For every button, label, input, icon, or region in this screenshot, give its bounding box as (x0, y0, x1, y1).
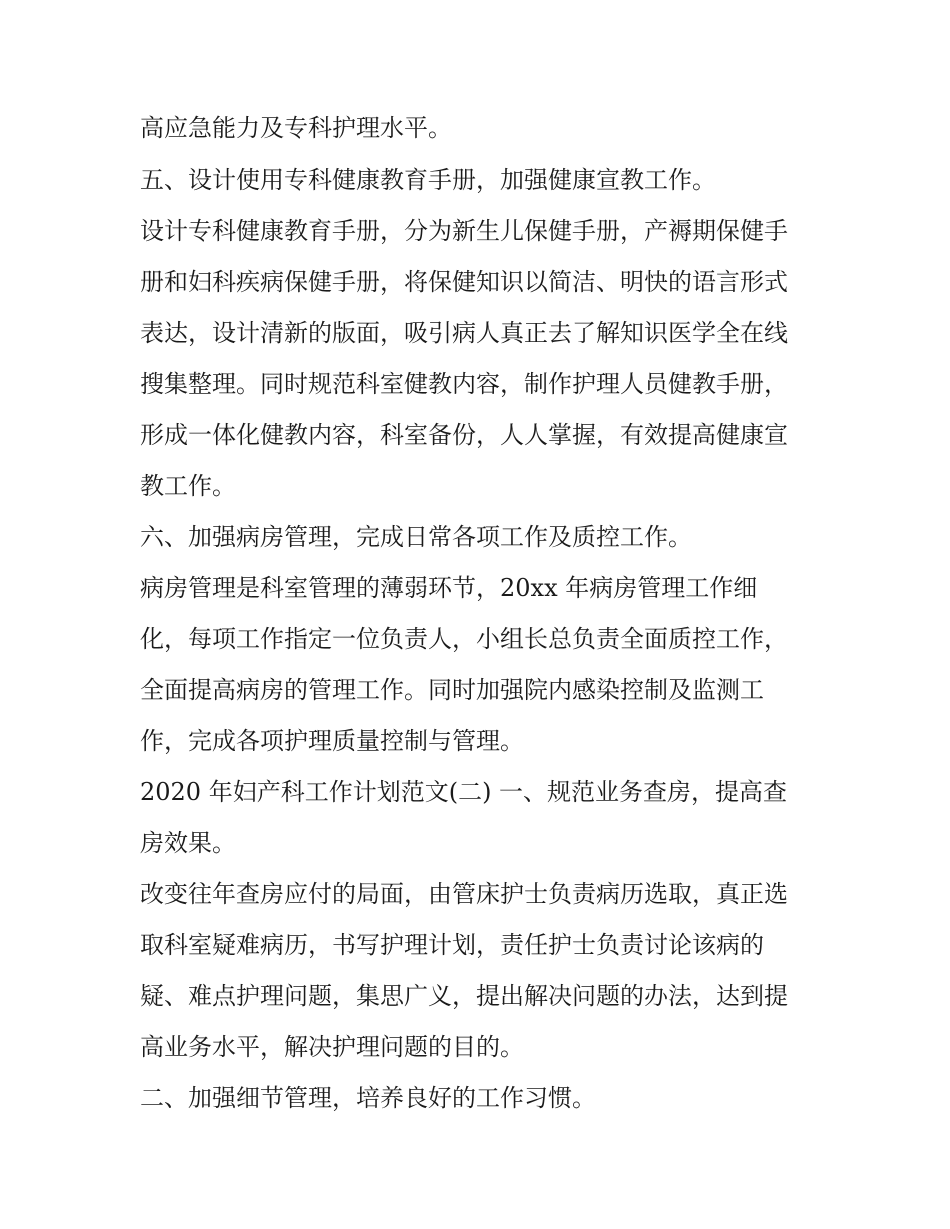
text-line: 表达，设计清新的版面，吸引病人真正去了解知识医学全在线 (140, 319, 788, 347)
text-line: 搜集整理。同时规范科室健教内容，制作护理人员健教手册， (140, 370, 788, 398)
text-line: 作，完成各项护理质量控制与管理。 (140, 727, 524, 755)
text-line: 房效果。 (140, 829, 236, 857)
section-heading: 六、加强病房管理，完成日常各项工作及质控工作。 (140, 523, 692, 551)
text-line: 全面提高病房的管理工作。同时加强院内感染控制及监测工 (140, 676, 764, 704)
text-line: 教工作。 (140, 472, 236, 500)
section-heading: 五、设计使用专科健康教育手册，加强健康宣教工作。 (140, 166, 716, 194)
text-line: 高应急能力及专科护理水平。 (140, 114, 452, 142)
text-line: 病房管理是科室管理的薄弱环节，20xx 年病房管理工作细 (140, 574, 758, 602)
text-line: 取科室疑难病历，书写护理计划，责任护士负责讨论该病的 (140, 931, 764, 959)
section-heading: 2020 年妇产科工作计划范文(二) 一、规范业务查房，提高查 (140, 778, 788, 806)
text-line: 高业务水平，解决护理问题的目的。 (140, 1033, 524, 1061)
text-line: 形成一体化健教内容，科室备份，人人掌握，有效提高健康宣 (140, 421, 788, 449)
text-line: 册和妇科疾病保健手册，将保健知识以简洁、明快的语言形式 (140, 268, 788, 296)
text-line: 疑、难点护理问题，集思广义，提出解决问题的办法，达到提 (140, 982, 788, 1010)
section-heading: 二、加强细节管理，培养良好的工作习惯。 (140, 1084, 596, 1112)
text-line: 设计专科健康教育手册，分为新生儿保健手册，产褥期保健手 (140, 217, 788, 245)
text-line: 改变往年查房应付的局面，由管床护士负责病历选取，真正选 (140, 880, 788, 908)
text-line: 化，每项工作指定一位负责人，小组长总负责全面质控工作， (140, 625, 788, 653)
